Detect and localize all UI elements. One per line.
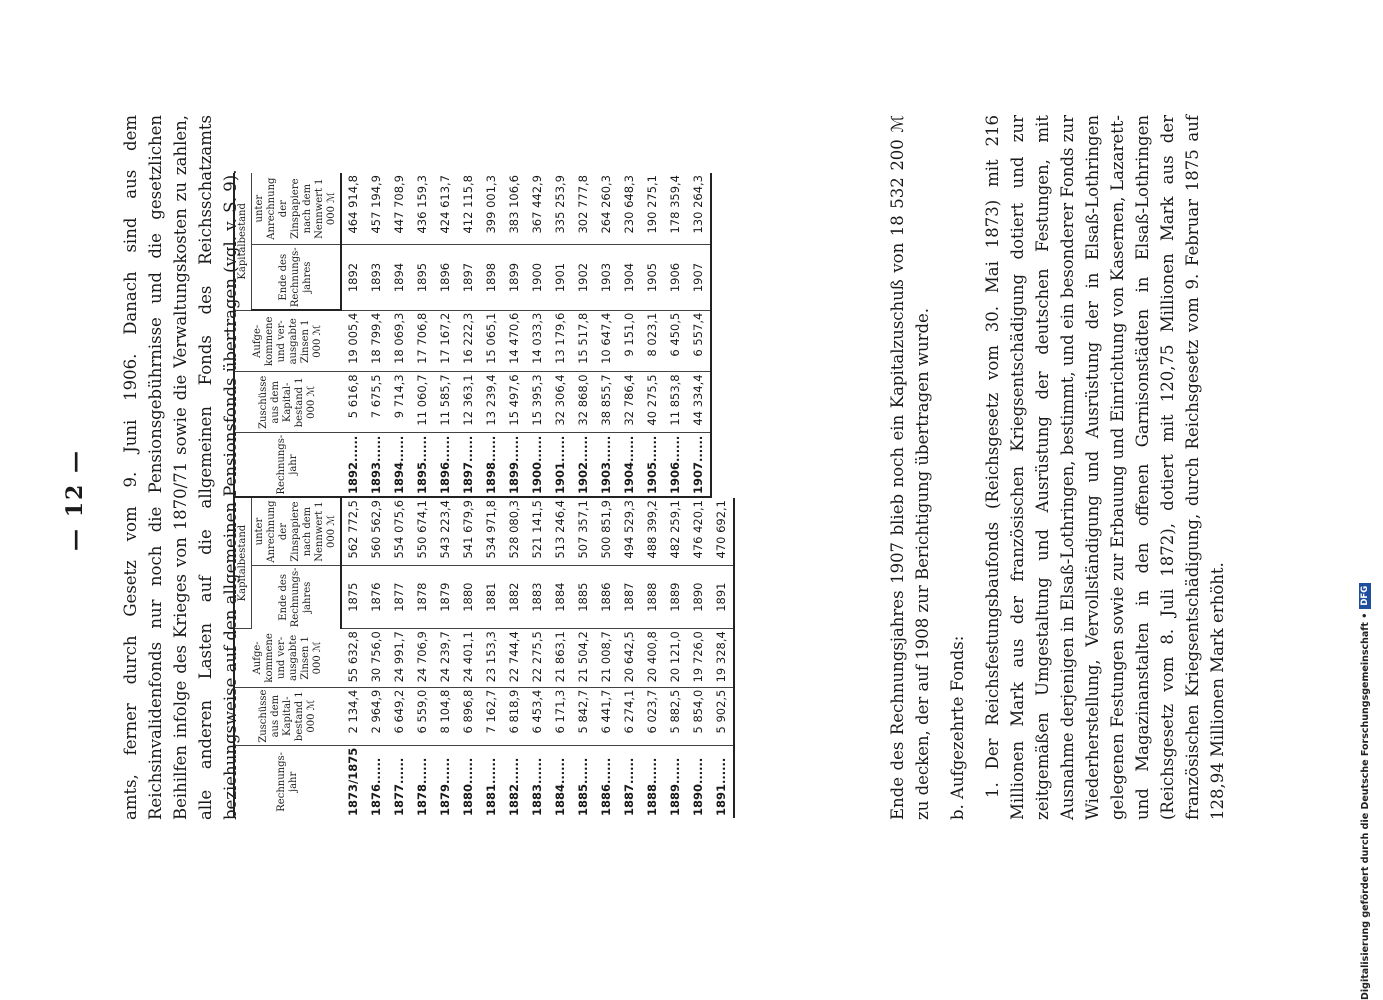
header-capital: unter Anrechnung der Zinspapiere nach dem Nennwert 1 000 ℳ: [252, 173, 342, 245]
cell-end: 1907: [687, 245, 711, 310]
cell-capital: 507 357,1: [572, 498, 595, 566]
cell-year: 1894......: [388, 433, 411, 497]
cell-end: 1887: [618, 566, 641, 629]
cell-end: 1906: [664, 245, 687, 310]
table-row: [687, 498, 710, 818]
cell-capital: 399 001,3: [480, 173, 503, 245]
cell-end: 1901: [549, 245, 572, 310]
cell-year: 1895......: [411, 433, 434, 497]
cell-year: 1905......: [641, 433, 664, 497]
cell-year: 1903......: [595, 433, 618, 497]
cell-year: 1887......: [622, 757, 636, 816]
cell-subsidy: 2 134,4: [341, 687, 365, 745]
cell-end: 1876: [365, 566, 388, 629]
header-capital: unter Anrechnung der Zinspapiere nach dem Nennwert 1 000 ℳ: [252, 498, 342, 566]
cell-end: 1903: [595, 245, 618, 310]
cell-interest: 8 023,1: [641, 310, 664, 372]
cell-year: 1902......: [572, 433, 595, 497]
table-row: [526, 173, 549, 497]
table-row: [641, 173, 664, 497]
table-row: [434, 173, 457, 497]
cell-interest: 24 401,1: [457, 629, 480, 687]
cell-interest: 18 799,4: [365, 310, 388, 372]
cell-end: 1878: [411, 566, 434, 629]
cell-subsidy: 15 395,3: [526, 372, 549, 433]
page-number: — 12 —: [62, 449, 88, 551]
cell-end: 1897: [457, 245, 480, 310]
cell-end: 1890: [687, 566, 710, 629]
header-capital-group: Kapitalbestand: [234, 173, 252, 310]
cell-interest: 23 153,3: [480, 629, 503, 687]
cell-year: 1889......: [668, 757, 682, 816]
cell-subsidy: 6 818,9: [503, 687, 526, 745]
table-row: [503, 173, 526, 497]
cell-end: 1875: [341, 566, 365, 629]
cell-end: 1883: [526, 566, 549, 629]
cell-year: 1906......: [664, 433, 687, 497]
cell-subsidy: 9 714,3: [388, 372, 411, 433]
cell-year: 1873/1875: [345, 747, 360, 816]
cell-interest: 6 450,5: [664, 310, 687, 372]
table-row: [595, 498, 618, 818]
cell-capital: 424 613,7: [434, 173, 457, 245]
cell-year: 1884......: [553, 757, 567, 816]
table-row: [572, 498, 595, 818]
cell-subsidy: 32 786,4: [618, 372, 641, 433]
table-body-right: [341, 173, 711, 497]
table-row: [503, 498, 526, 818]
table-row: [341, 498, 365, 818]
cell-subsidy: 6 274,1: [618, 687, 641, 745]
cell-end: 1879: [434, 566, 457, 629]
cell-year: 1888......: [645, 757, 659, 816]
table-row: [341, 173, 365, 497]
cell-year: 1897......: [457, 433, 480, 497]
cell-year: 1893......: [365, 433, 388, 497]
cell-interest: 13 179,6: [549, 310, 572, 372]
cell-capital: 494 529,3: [618, 498, 641, 566]
cell-end: 1881: [480, 566, 503, 629]
table-row: [595, 173, 618, 497]
table-row: [411, 173, 434, 497]
cell-year: 1881......: [484, 757, 498, 816]
cell-interest: 30 756,0: [365, 629, 388, 687]
cell-end: 1880: [457, 566, 480, 629]
header-interest: Aufge-kommene und ver-ausgabte Zinsen 1 000 ℳ: [234, 629, 341, 687]
table-row: [388, 498, 411, 818]
cell-year: 1899......: [503, 433, 526, 497]
cell-capital: 447 708,9: [388, 173, 411, 245]
cell-year: 1878......: [415, 757, 429, 816]
cell-interest: 14 033,3: [526, 310, 549, 372]
cell-year: 1898......: [480, 433, 503, 497]
cell-year: 1901......: [549, 433, 572, 497]
cell-subsidy: 11 060,7: [411, 372, 434, 433]
table-row: [549, 498, 572, 818]
cell-year: 1876......: [369, 757, 383, 816]
cell-year: 1890......: [691, 757, 705, 816]
fund-table-right: [233, 173, 712, 498]
cell-subsidy: 5 882,5: [664, 687, 687, 745]
table-row: [572, 173, 595, 497]
cell-capital: 464 914,8: [341, 173, 365, 245]
cell-subsidy: 6 559,0: [411, 687, 434, 745]
cell-capital: 482 259,1: [664, 498, 687, 566]
table-row: [457, 173, 480, 497]
table-row: [664, 498, 687, 818]
cell-subsidy: 13 239,4: [480, 372, 503, 433]
header-end: Ende des Rechnungs-jahres: [252, 245, 342, 310]
cell-capital: 190 275,1: [641, 173, 664, 245]
table-row: [434, 498, 457, 818]
cell-year: 1882......: [507, 757, 521, 816]
cell-subsidy: 15 497,6: [503, 372, 526, 433]
intro-paragraph: amts, ferner durch Gesetz vom 9. Juni 1906. Danach sind aus dem Reichsinvalidenfonds nur noch die Pensionsgebührnisse und die gesetzlichen Beihilfen infolge des Krieges von 1870/71 sowie die Verwaltungskosten zu zahlen, alle anderen Lasten auf die allgemeinen Fonds des Reichsschatzamts beziehungsweise auf den allgemeinen Pensionsfonds übertragen (vgl. v. S. 9).: [121, 115, 240, 820]
cell-capital: 367 442,9: [526, 173, 549, 245]
cell-capital: 302 777,8: [572, 173, 595, 245]
cell-end: 1877: [388, 566, 411, 629]
cell-subsidy: 5 842,7: [572, 687, 595, 745]
cell-end: 1895: [411, 245, 434, 310]
cell-subsidy: 6 453,4: [526, 687, 549, 745]
cell-capital: 230 648,3: [618, 173, 641, 245]
cell-end: 1886: [595, 566, 618, 629]
cell-capital: 521 141,5: [526, 498, 549, 566]
cell-year: 1891......: [710, 745, 734, 818]
cell-end: 1905: [641, 245, 664, 310]
cell-interest: 22 744,4: [503, 629, 526, 687]
cell-end: 1888: [641, 566, 664, 629]
cell-end: 1892: [341, 245, 365, 310]
cell-interest: 24 239,7: [434, 629, 457, 687]
cell-interest: 9 151,0: [618, 310, 641, 372]
cell-capital: 543 223,4: [434, 498, 457, 566]
cell-capital: 560 562,9: [365, 498, 388, 566]
cell-capital: 383 106,6: [503, 173, 526, 245]
cell-year: 1880......: [461, 757, 475, 816]
cell-subsidy: 44 334,4: [687, 372, 711, 433]
cell-subsidy: 11 585,7: [434, 372, 457, 433]
cell-interest: 19 726,0: [687, 629, 710, 687]
table-row: [618, 173, 641, 497]
cell-capital: 534 971,8: [480, 498, 503, 566]
table-body-left: [341, 498, 734, 818]
cell-interest: 55 632,8: [341, 629, 365, 687]
cell-capital: 500 851,9: [595, 498, 618, 566]
cell-year: 1900......: [526, 433, 549, 497]
table-row: [687, 173, 711, 497]
table-row: [549, 173, 572, 497]
cell-interest: 17 167,2: [434, 310, 457, 372]
fund-table-left: [233, 498, 735, 818]
header-end: Ende des Rechnungs-jahres: [252, 566, 342, 629]
cell-interest: 15 517,8: [572, 310, 595, 372]
credit-text: Digitalisierung gefördert durch die Deutsche Forschungsgemeinschaft •: [1359, 612, 1371, 1000]
cell-end: 1884: [549, 566, 572, 629]
cell-subsidy: 5 854,0: [687, 687, 710, 745]
cell-interest: 21 008,7: [595, 629, 618, 687]
cell-year: 1904......: [618, 433, 641, 497]
cell-interest: 16 222,3: [457, 310, 480, 372]
cell-capital: 457 194,9: [365, 173, 388, 245]
table-row: [641, 498, 664, 818]
table-row: [388, 173, 411, 497]
digitization-credit: [1355, 585, 1375, 1000]
cell-interest: 20 642,5: [618, 629, 641, 687]
cell-interest: 24 706,9: [411, 629, 434, 687]
cell-capital: 513 246,4: [549, 498, 572, 566]
cell-interest: 10 647,4: [595, 310, 618, 372]
cell-capital: 470 692,1: [710, 498, 734, 566]
header-capital-group: Kapitalbestand: [234, 498, 252, 629]
cell-year: 1885......: [576, 757, 590, 816]
cell-interest: 21 504,2: [572, 629, 595, 687]
section-heading: b. Aufgezehrte Fonds:: [948, 635, 967, 820]
cell-subsidy: 6 171,3: [549, 687, 572, 745]
table-row: [457, 498, 480, 818]
table-row: [480, 173, 503, 497]
cell-end: 1894: [388, 245, 411, 310]
cell-end: 1882: [503, 566, 526, 629]
cell-subsidy: 32 868,0: [572, 372, 595, 433]
table-row: [365, 498, 388, 818]
header-subsidy: Zuschüsse aus dem Kapital-bestand 1 000 ℳ: [234, 687, 341, 745]
header-year: Rechnungs-jahr: [234, 745, 341, 818]
cell-subsidy: 40 275,5: [641, 372, 664, 433]
cell-interest: 6 557,4: [687, 310, 711, 372]
cell-capital: 412 115,8: [457, 173, 480, 245]
cell-year: 1886......: [599, 757, 613, 816]
cell-end: 1889: [664, 566, 687, 629]
cell-interest: 19 005,4: [341, 310, 365, 372]
cell-subsidy: 7 162,7: [480, 687, 503, 745]
cell-subsidy: 6 441,7: [595, 687, 618, 745]
cell-capital: 335 253,9: [549, 173, 572, 245]
cell-end: 1891: [710, 566, 734, 629]
cell-interest: 14 470,6: [503, 310, 526, 372]
cell-subsidy: 6 023,7: [641, 687, 664, 745]
cell-capital: 436 159,3: [411, 173, 434, 245]
cell-capital: 178 359,4: [664, 173, 687, 245]
cell-interest: 17 706,8: [411, 310, 434, 372]
table-row: [411, 498, 434, 818]
cell-subsidy: 6 649,2: [388, 687, 411, 745]
cell-interest: 21 863,1: [549, 629, 572, 687]
table-row: [526, 498, 549, 818]
cell-subsidy: 12 363,1: [457, 372, 480, 433]
cell-year: 1879......: [438, 757, 452, 816]
cell-end: 1896: [434, 245, 457, 310]
cell-end: 1900: [526, 245, 549, 310]
cell-capital: 476 420,1: [687, 498, 710, 566]
cell-interest: 18 069,3: [388, 310, 411, 372]
cell-year: 1883......: [530, 757, 544, 816]
cell-end: 1899: [503, 245, 526, 310]
cell-end: 1902: [572, 245, 595, 310]
cell-interest: 20 121,0: [664, 629, 687, 687]
cell-capital: 488 399,2: [641, 498, 664, 566]
cell-year: 1907......: [687, 433, 711, 497]
table-row: [365, 173, 388, 497]
cell-year: 1877......: [392, 757, 406, 816]
cell-capital: 550 674,1: [411, 498, 434, 566]
cell-year: 1892......: [341, 433, 365, 497]
table-row: [480, 498, 503, 818]
cell-interest: 22 275,5: [526, 629, 549, 687]
cell-capital: 541 679,9: [457, 498, 480, 566]
festungsbaufonds-paragraph: 1. Der Reichsfestungsbaufonds (Reichsgesetz vom 30. Mai 1873) mit 216 Millionen Mark aus der französischen Kriegsentschädigung dotiert und zur zeitgemäßen Umgestaltung und Ausrüstung der deutschen Festungen, mit Ausnahme derjenigen in Elsaß-Lothringen, bestimmt, und ein besonderer Fonds zur Wiederherstellung, Vervollständigung und Ausrüstung der in Elsaß-Lothringen gelegenen Festungen sowie zur Erbauung und Einrichtung von Kasernen, Lazarett- und Magazinanstalten in den offenen Garnisonstädten in Elsaß-Lothringen (Reichsgesetz vom 8. Juli 1872), dotiert mit 120,75 Millionen Mark aus der französischen Kriegsentschädigung, durch Reichsgesetz vom 9. Februar 1875 auf 128,94 Millionen Mark erhöht.: [983, 115, 1227, 820]
cell-end: 1885: [572, 566, 595, 629]
cell-capital: 562 772,5: [341, 498, 365, 566]
cell-capital: 130 264,3: [687, 173, 711, 245]
cell-subsidy: 2 964,9: [365, 687, 388, 745]
cell-subsidy: 32 306,4: [549, 372, 572, 433]
cell-capital: 554 075,6: [388, 498, 411, 566]
cell-year: 1896......: [434, 433, 457, 497]
cell-interest: 20 400,8: [641, 629, 664, 687]
cell-subsidy: 7 675,5: [365, 372, 388, 433]
cell-interest: 24 991,7: [388, 629, 411, 687]
header-subsidy: Zuschüsse aus dem Kapital-bestand 1 000 ℳ: [234, 372, 341, 433]
table-row: [710, 498, 734, 818]
cell-subsidy: 6 896,8: [457, 687, 480, 745]
cell-capital: 264 260,3: [595, 173, 618, 245]
cell-subsidy: 5 616,8: [341, 372, 365, 433]
cell-end: 1898: [480, 245, 503, 310]
closing-paragraph: Ende des Rechnungsjahres 1907 blieb noch ein Kapitalzuschuß von 18 532 200 ℳ zu decken, der auf 1908 zur Berichtigung übertragen wurde.: [888, 115, 932, 820]
header-interest: Aufge-kommene und ver-ausgabte Zinsen 1 000 ℳ: [234, 310, 341, 372]
table-row: [618, 498, 641, 818]
dfg-logo: DFG: [1359, 583, 1371, 609]
cell-subsidy: 11 853,8: [664, 372, 687, 433]
cell-interest: 15 065,1: [480, 310, 503, 372]
table-row: [664, 173, 687, 497]
cell-end: 1893: [365, 245, 388, 310]
header-year: Rechnungs-jahr: [234, 433, 341, 497]
cell-subsidy: 5 902,5: [710, 687, 734, 745]
cell-subsidy: 8 104,8: [434, 687, 457, 745]
cell-capital: 528 080,3: [503, 498, 526, 566]
cell-interest: 19 328,4: [710, 629, 734, 687]
cell-subsidy: 38 855,7: [595, 372, 618, 433]
cell-end: 1904: [618, 245, 641, 310]
